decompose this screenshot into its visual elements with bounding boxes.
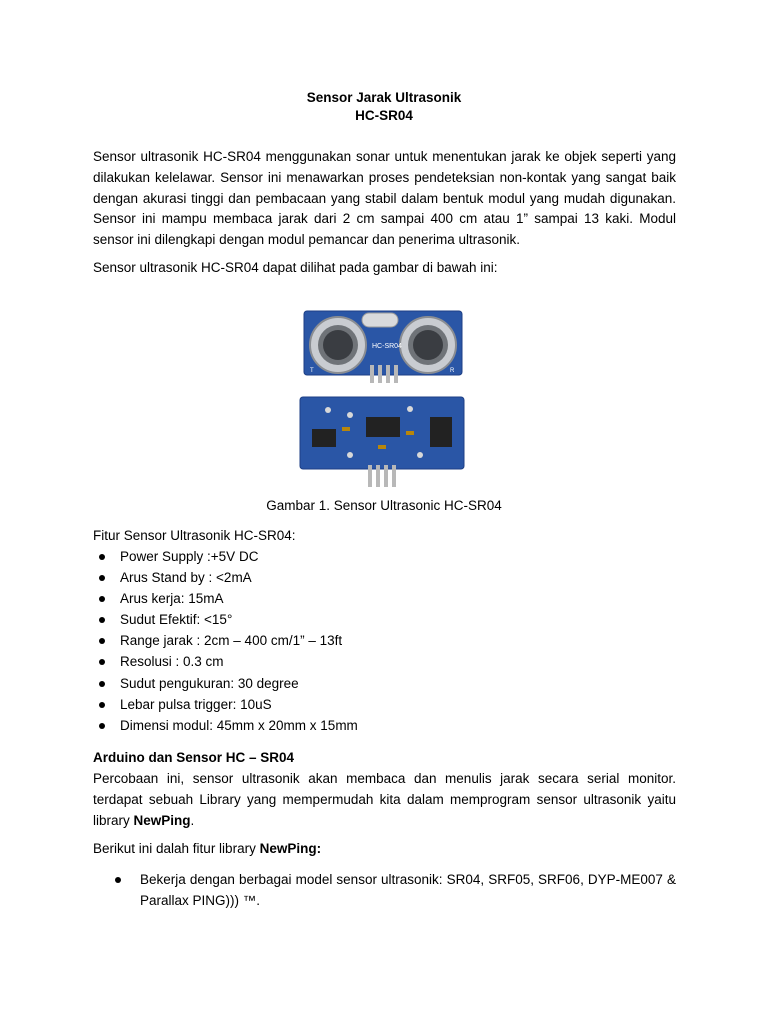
library-name: NewPing	[133, 812, 191, 828]
document-title: Sensor Jarak Ultrasonik	[306, 90, 462, 105]
bullet-icon	[99, 681, 105, 687]
bullet-icon	[99, 659, 105, 665]
figure-caption: Gambar 1. Sensor Ultrasonic HC-SR04	[266, 498, 502, 513]
sensor-illustration	[290, 305, 470, 490]
sensor-front-view	[304, 311, 462, 383]
bullet-icon	[99, 596, 105, 602]
arduino-text: Percobaan ini, sensor ultrasonik akan membaca dan menulis jarak secara serial monitor. terdapat sebuah Library yang mempermudah kita dalam memprogram sensor ultrasonik yaitu library	[93, 771, 676, 828]
arduino-text-end: .	[190, 812, 195, 828]
pin-label-t: T	[310, 368, 314, 374]
bullet-icon	[99, 575, 105, 581]
document-subtitle: HC-SR04	[355, 108, 413, 123]
list-item	[93, 588, 358, 609]
library-intro	[93, 841, 321, 856]
list-item-text: Lebar pulsa trigger: 10uS	[120, 696, 272, 712]
image-intro-text: Sensor ultrasonik HC-SR04 dapat dilihat pada gambar di bawah ini:	[93, 260, 498, 275]
intro-paragraph: Sensor ultrasonik HC-SR04 menggunakan sonar untuk menentukan jarak ke objek seperti yang dilakukan kelelawar. Sensor ini menawarkan proses pendeteksian non-kontak yang sangat baik dengan akurasi tinggi dan pembacaan yang stabil dalam bentuk modul yang mudah digunakan. Sensor ini mampu membaca jarak dari 2 cm sampai 400 cm atau 1” sampai 13 kaki. Modul sensor ini dilengkapi dengan modul pemancar dan penerima ultrasonik.	[93, 149, 676, 248]
library-features-list	[115, 869, 676, 911]
bullet-icon	[115, 877, 121, 883]
list-item-text: Dimensi modul: 45mm x 20mm x 15mm	[120, 717, 358, 733]
library-intro-text: Berikut ini dalah fitur library	[93, 841, 260, 856]
list-item	[93, 630, 358, 651]
bullet-icon	[99, 638, 105, 644]
bullet-icon	[99, 554, 105, 560]
list-item-text: Sudut Efektif: <15°	[120, 612, 233, 628]
list-item-text: Resolusi : 0.3 cm	[120, 654, 224, 670]
pin-label-r: R	[450, 368, 455, 374]
board-label: HC-SR04	[372, 343, 402, 350]
features-list	[93, 546, 358, 736]
features-heading: Fitur Sensor Ultrasonik HC-SR04:	[93, 528, 296, 543]
sensor-back-view	[300, 397, 464, 487]
list-item-text: Arus kerja: 15mA	[120, 591, 224, 607]
sensor-figure	[290, 305, 470, 490]
bullet-icon	[99, 617, 105, 623]
bullet-icon	[99, 723, 105, 729]
list-item	[93, 694, 358, 715]
list-item	[93, 567, 358, 588]
arduino-paragraph	[93, 769, 676, 831]
list-item	[93, 546, 358, 567]
list-item-text: Bekerja dengan berbagai model sensor ultrasonik: SR04, SRF05, SRF06, DYP-ME007 & Parallax PING))) ™.	[140, 872, 676, 908]
list-item	[93, 651, 358, 672]
arduino-heading: Arduino dan Sensor HC – SR04	[93, 750, 295, 765]
list-item-text: Range jarak : 2cm – 400 cm/1” – 13ft	[120, 633, 343, 649]
list-item	[93, 673, 358, 694]
list-item	[115, 869, 676, 911]
list-item	[93, 715, 358, 736]
list-item-text: Arus Stand by : <2mA	[120, 570, 252, 586]
list-item-text: Power Supply :+5V DC	[120, 549, 259, 564]
bullet-icon	[99, 702, 105, 708]
list-item	[93, 609, 358, 630]
library-intro-name: NewPing:	[259, 841, 322, 856]
list-item-text: Sudut pengukuran: 30 degree	[120, 675, 299, 691]
